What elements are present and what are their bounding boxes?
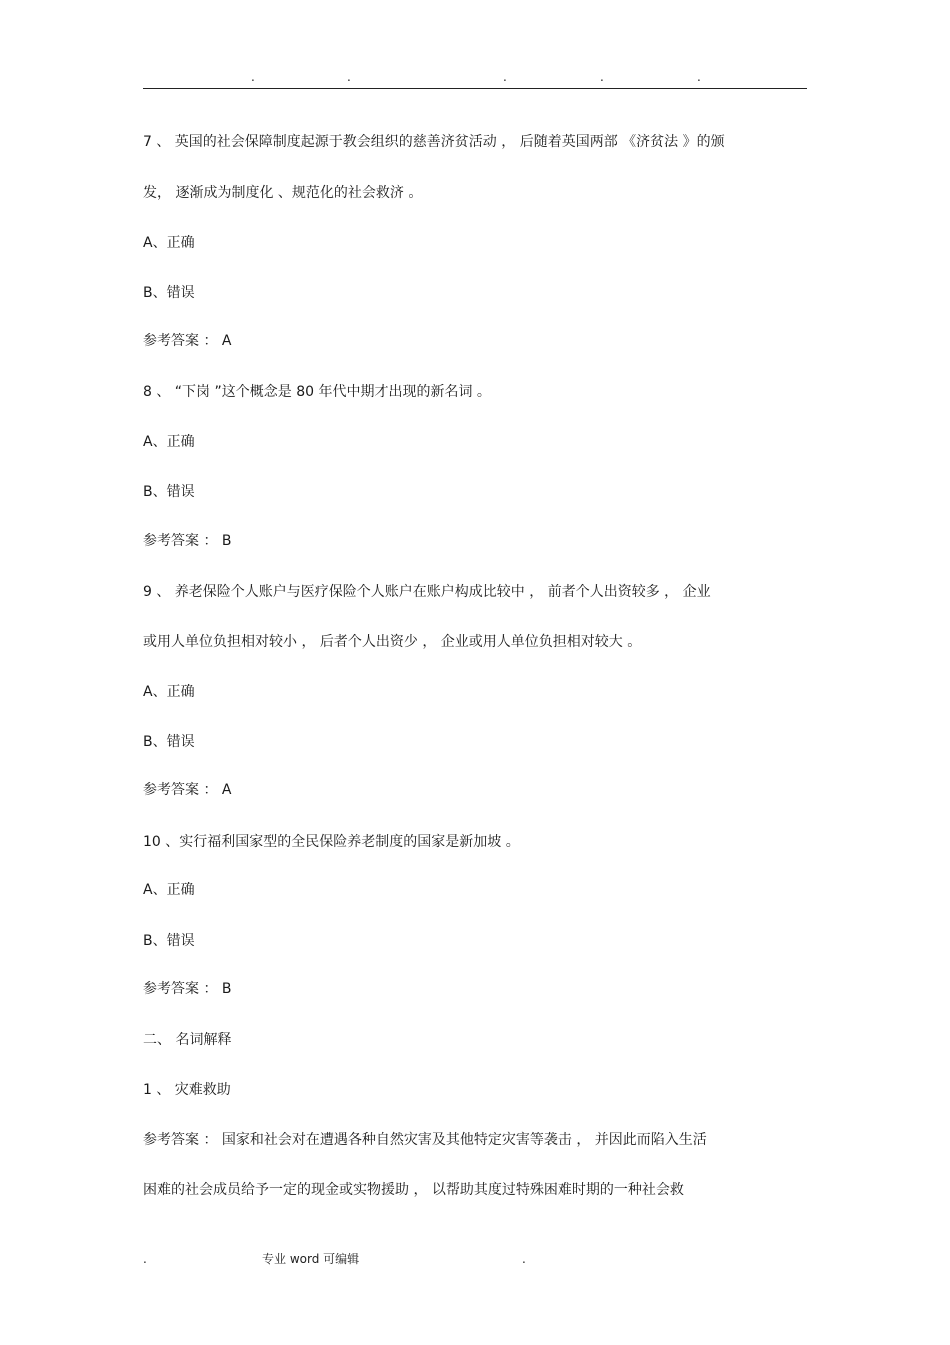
question-10-text: 10 、实行福利国家型的全民保险养老制度的国家是新加坡 。 bbox=[143, 834, 520, 850]
header-dot: . bbox=[251, 70, 255, 84]
term-1-title: 1 、 灾难救助 bbox=[143, 1082, 231, 1098]
question-10-option-b: B、错误 bbox=[143, 933, 195, 949]
question-8-text: 8 、 “下岗 ”这个概念是 80 年代中期才出现的新名词 。 bbox=[143, 384, 491, 400]
section-2-title: 二、 名词解释 bbox=[143, 1032, 232, 1048]
question-10-answer: 参考答案 ： B bbox=[143, 981, 232, 997]
term-1-answer-line-2: 困难的社会成员给予一定的现金或实物援助 ， 以帮助其度过特殊困难时期的一种社会救 bbox=[143, 1182, 684, 1198]
footer-dot-right: . bbox=[522, 1252, 526, 1266]
question-9-answer: 参考答案 ： A bbox=[143, 782, 232, 798]
footer-dot-left: . bbox=[143, 1252, 147, 1266]
question-9-line-2: 或用人单位负担相对较小 ， 后者个人出资少 ， 企业或用人单位负担相对较大 。 bbox=[143, 634, 642, 650]
header-dot: . bbox=[697, 70, 701, 84]
question-7-line-2: 发， 逐渐成为制度化 、规范化的社会救济 。 bbox=[143, 185, 423, 201]
question-10-option-a: A、正确 bbox=[143, 882, 195, 898]
question-7-line-1: 7 、 英国的社会保障制度起源于教会组织的慈善济贫活动 ， 后随着英国两部 《济贫法 》的颁 bbox=[143, 134, 725, 150]
question-9-option-a: A、正确 bbox=[143, 684, 195, 700]
question-8-option-a: A、正确 bbox=[143, 434, 195, 450]
header-dot: . bbox=[600, 70, 604, 84]
question-8-answer: 参考答案 ： B bbox=[143, 533, 232, 549]
footer-text: 专业 word 可编辑 bbox=[262, 1252, 360, 1266]
question-9-option-b: B、错误 bbox=[143, 734, 195, 750]
term-1-answer-line-1: 参考答案 ： 国家和社会对在遭遇各种自然灾害及其他特定灾害等袭击 ， 并因此而陷入生活 bbox=[143, 1132, 707, 1148]
question-7-option-b: B、错误 bbox=[143, 285, 195, 301]
question-7-answer: 参考答案 ： A bbox=[143, 333, 232, 349]
question-7-option-a: A、正确 bbox=[143, 235, 195, 251]
header-dot: . bbox=[503, 70, 507, 84]
header-dot: . bbox=[347, 70, 351, 84]
question-8-option-b: B、错误 bbox=[143, 484, 195, 500]
header-rule bbox=[143, 88, 807, 89]
question-9-line-1: 9 、 养老保险个人账户与医疗保险个人账户在账户构成比较中 ， 前者个人出资较多 ， 企业 bbox=[143, 584, 711, 600]
